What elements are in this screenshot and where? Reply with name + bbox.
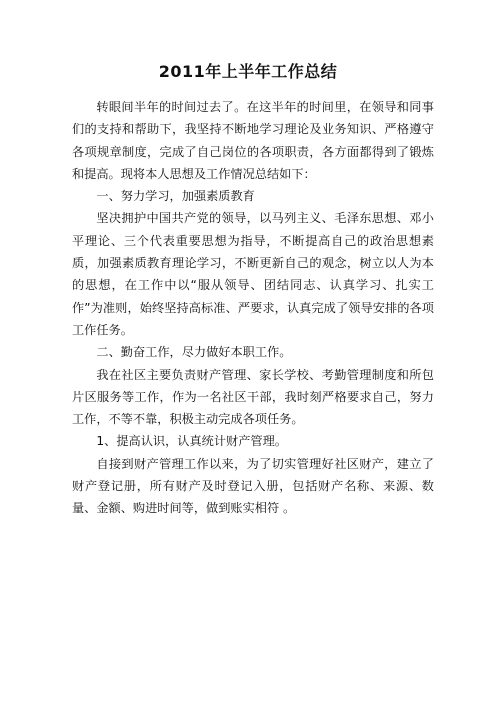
document-body xyxy=(72,96,434,520)
property-paragraph: 自接到财产管理工作以来，为了切实管理好社区财产，建立了财产登记册，所有财产及时登记入册，包括财产名称、来源、数量、金额、购进时间等，做到账实相符 。 xyxy=(72,456,434,516)
section-heading-work: 二、勤奋工作，尽力做好本职工作。 xyxy=(96,345,292,360)
subsection-heading-property: 1、提高认识，认真统计财产管理。 xyxy=(96,434,287,449)
intro-paragraph: 转眼间半年的时间过去了。在这半年的时间里，在领导和同事们的支持和帮助下，我坚持不断地学习理论及业务知识、严格遵守各项规章制度，完成了自己岗位的各项职责，各方面都得到了锻炼和提高。现将本人思想及工作情况总结如下： xyxy=(72,100,434,181)
work-paragraph: 我在社区主要负责财产管理、家长学校、考勤管理制度和所包片区服务等工作，作为一名社区干部，我时刻严格要求自己，努力工作，不等不靠，积极主动完成各项任务。 xyxy=(72,367,434,427)
study-paragraph: 坚决拥护中国共产党的领导，以马列主义、毛泽东思想、邓小平理论、三个代表重要思想为指导，不断提高自己的政治思想素质，加强素质教育理论学习，不断更新自己的观念，树立以人为本的思想，在工作中以“服从领导、团结同志、认真学习、扎实工作”为准则，始终坚持高标准、严要求，认真完成了领导安排的各项工作任务。 xyxy=(72,211,434,337)
document-title: 2011年上半年工作总结 xyxy=(158,62,338,81)
section-heading-study: 一、努力学习，加强素质教育 xyxy=(96,189,255,204)
